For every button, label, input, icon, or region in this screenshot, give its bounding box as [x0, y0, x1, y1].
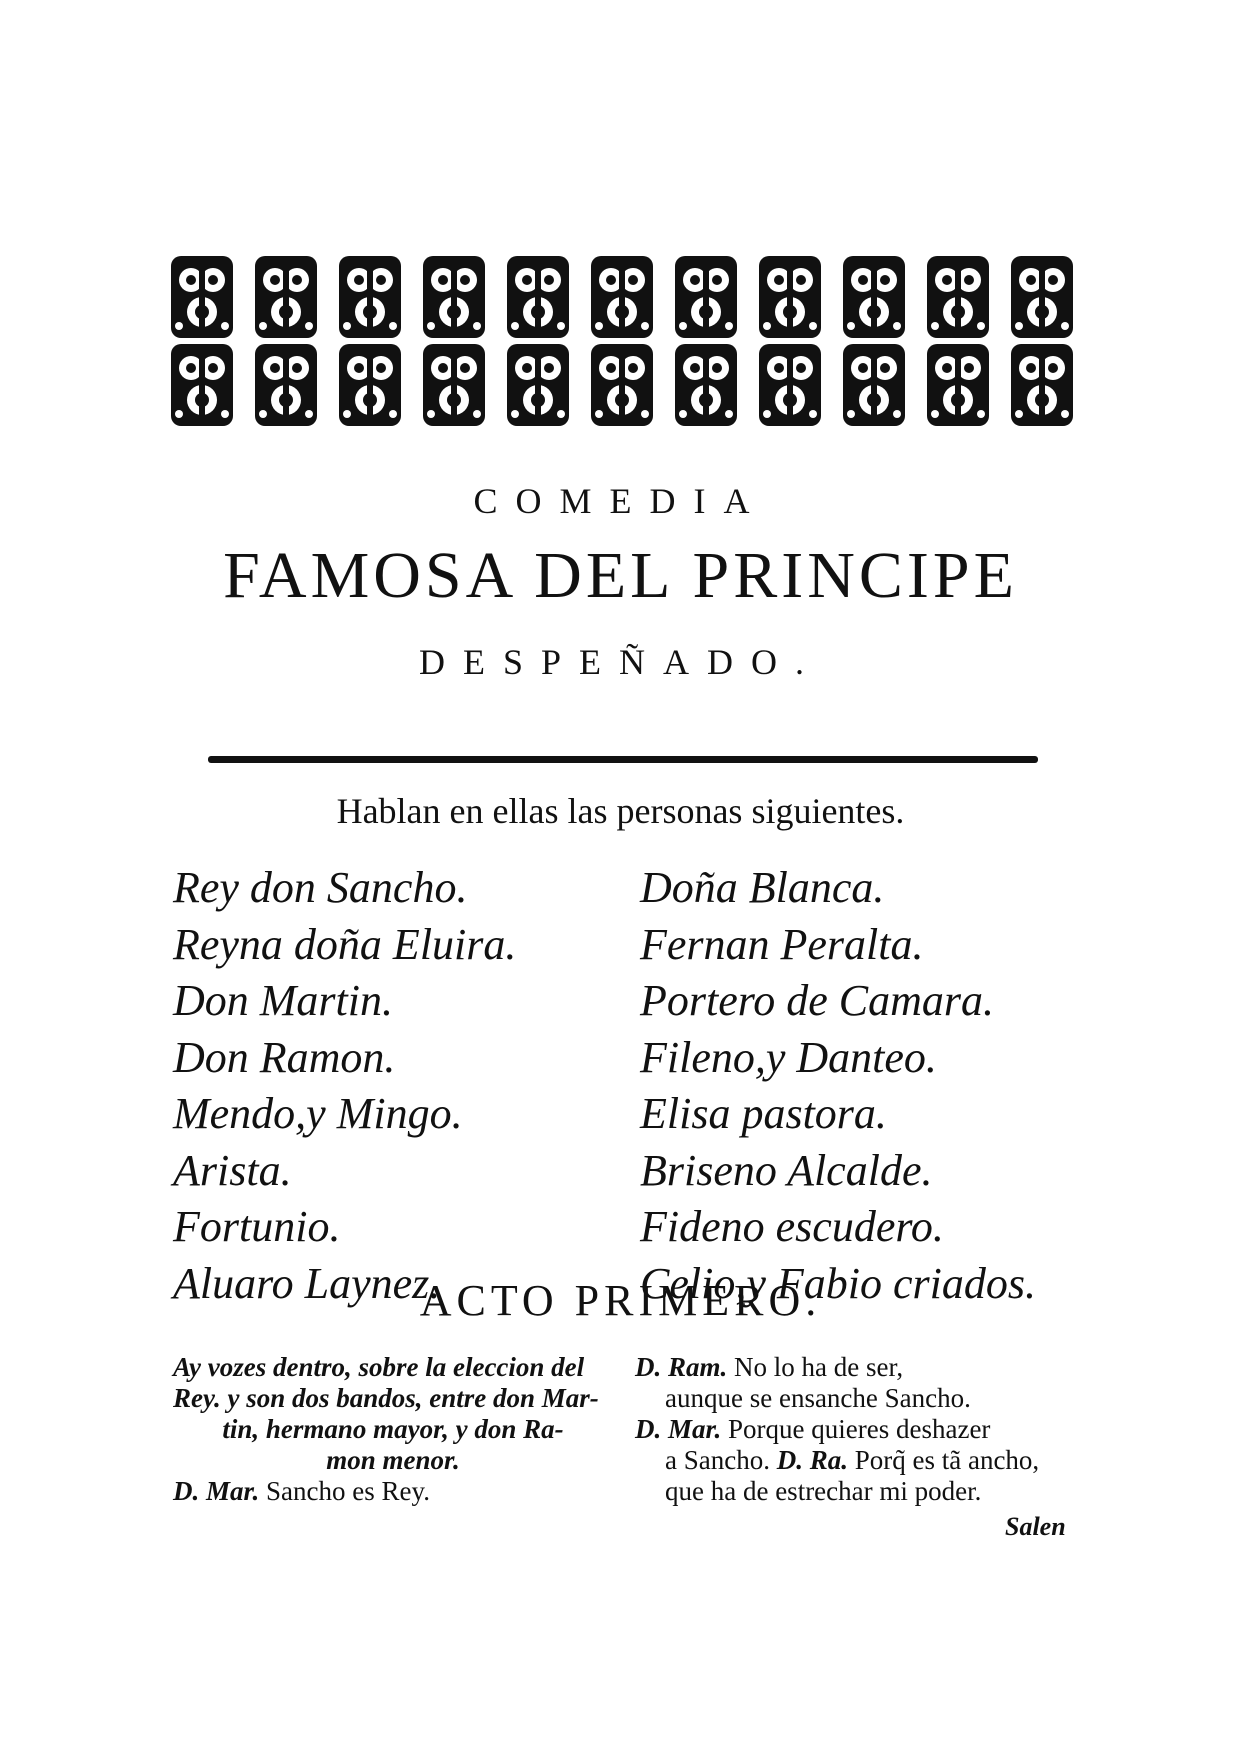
cast-item: Fileno,y Danteo. — [640, 1032, 937, 1082]
speaker-label: D. Ram. — [635, 1352, 728, 1382]
speaker-label: D. Mar. — [635, 1414, 722, 1444]
speech-text: Porque quieres deshazer — [728, 1414, 991, 1444]
ornament-motif — [339, 344, 401, 426]
cast-item: Arista. — [173, 1145, 292, 1195]
ornament-motif — [423, 256, 485, 338]
dialogue-line: que ha de estrechar mi poder. — [665, 1476, 982, 1506]
dialogue-line: aunque se ensanche Sancho. — [665, 1383, 971, 1413]
ornament-motif — [339, 256, 401, 338]
cast-item: Fortunio. — [173, 1202, 341, 1251]
stage-direction: Ay vozes dentro, sobre la eleccion del — [173, 1352, 585, 1382]
stage-direction: tin, hermano mayor, y don Ra- — [222, 1414, 564, 1444]
cast-intro: Hablan en ellas las personas siguientes. — [336, 791, 905, 831]
cast-item: Celio,y Fabio criados. — [640, 1258, 1036, 1308]
ornament-motif — [171, 256, 233, 338]
dialogue-line — [173, 1476, 613, 1507]
catchword: Salen — [1005, 1512, 1066, 1541]
cast-item: Rey don Sancho. — [173, 863, 468, 912]
cast-list-right — [640, 860, 1036, 1312]
cast-item: Reyna doña Eluira. — [173, 919, 517, 969]
ornament-motif — [507, 344, 569, 426]
ornament-motif — [1011, 256, 1073, 338]
speaker-label: D. Ra. — [776, 1445, 848, 1475]
ornament-motif — [255, 256, 317, 338]
ornament-motif — [591, 256, 653, 338]
ornament-motif — [843, 344, 905, 426]
horizontal-rule — [208, 756, 1038, 763]
text-column-right — [635, 1352, 1075, 1507]
speech-text: Porq̃ es tã ancho, — [854, 1445, 1040, 1475]
dialogue-line — [635, 1414, 1075, 1445]
ornament-band — [163, 250, 1073, 430]
act-heading: ACTO PRIMERO. — [419, 1276, 822, 1325]
cast-item: Fideno escudero. — [640, 1202, 944, 1251]
cast-item: Don Ramon. — [173, 1032, 396, 1082]
title-despenado: DESPEÑADO. — [418, 642, 822, 682]
ornament-motif — [171, 344, 233, 426]
speaker-label: D. Mar. — [173, 1476, 260, 1506]
ornament-motif — [423, 344, 485, 426]
dialogue-line — [635, 1445, 1075, 1476]
cast-item: Elisa pastora. — [640, 1089, 887, 1138]
ornament-motif — [927, 344, 989, 426]
ornament-motif — [759, 256, 821, 338]
ornament-motif — [843, 256, 905, 338]
ornament-motif — [675, 256, 737, 338]
cast-item: Mendo,y Mingo. — [173, 1089, 463, 1138]
ornament-motif — [759, 344, 821, 426]
speech-text: Sancho es Rey. — [266, 1476, 430, 1506]
title-comedia: COMEDIA — [473, 481, 768, 521]
ornament-motif — [591, 344, 653, 426]
text-column-left — [173, 1352, 613, 1507]
cast-item: Don Martin. — [173, 976, 393, 1025]
ornament-motif — [507, 256, 569, 338]
cast-list-left — [173, 860, 516, 1312]
ornament-graphic — [163, 250, 1073, 430]
cast-item: Portero de Camara. — [640, 976, 995, 1025]
ornament-motif — [1011, 344, 1073, 426]
dialogue-line — [635, 1352, 1075, 1383]
ornament-motif — [927, 256, 989, 338]
cast-item: Briseno Alcalde. — [640, 1145, 933, 1195]
cast-item: Doña Blanca. — [640, 863, 885, 912]
stage-direction: mon menor. — [326, 1445, 460, 1475]
cast-item: Aluaro Laynez. — [173, 1258, 441, 1308]
stage-direction: Rey. y son dos bandos, entre don Mar- — [173, 1383, 599, 1413]
cast-item: Fernan Peralta. — [640, 919, 924, 969]
speech-text: No lo ha de ser, — [734, 1352, 904, 1382]
speech-text: a Sancho. — [665, 1445, 770, 1475]
ornament-motif — [255, 344, 317, 426]
title-main: FAMOSA DEL PRINCIPE — [223, 539, 1018, 612]
ornament-motif — [675, 344, 737, 426]
